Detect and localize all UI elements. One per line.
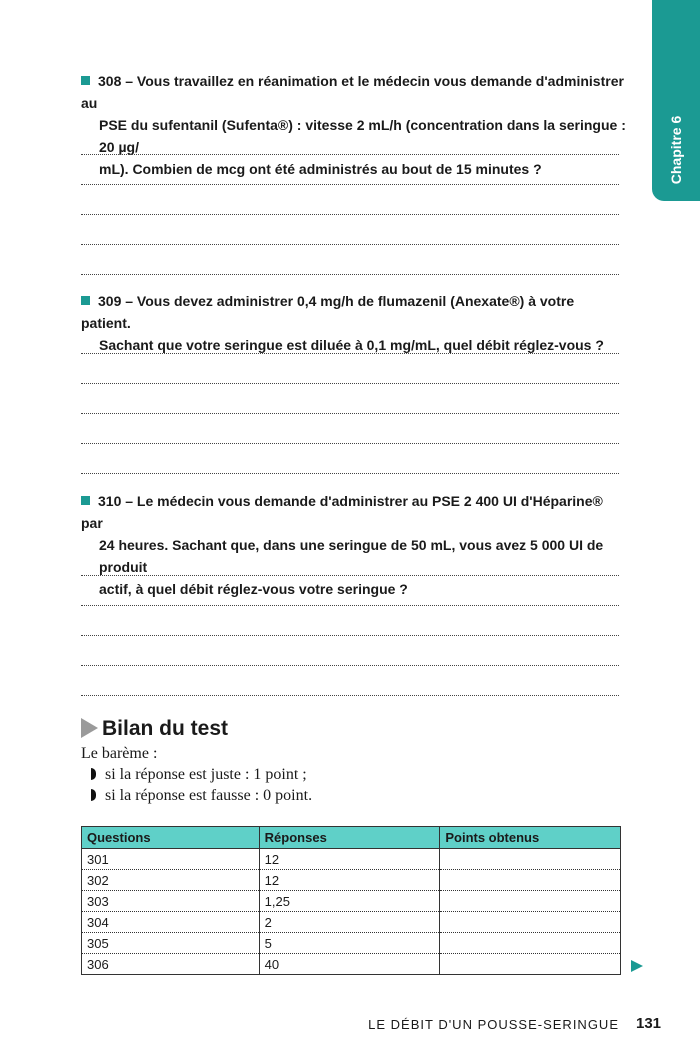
answer-line[interactable]: [81, 413, 619, 414]
scoring-rule-text: si la réponse est juste : 1 point ;: [105, 766, 307, 783]
square-bullet-icon: [81, 296, 90, 305]
question-cell: 305: [82, 933, 260, 954]
table-row: [82, 870, 621, 891]
chapter-tab: [652, 0, 700, 201]
page-number: 131: [636, 1015, 662, 1032]
question-text: 24 heures. Sachant que, dans une seringue de 50 mL, vous avez 5 000 UI de produit: [99, 537, 604, 575]
answer-line[interactable]: [81, 665, 619, 666]
column-header: Points obtenus: [440, 827, 621, 849]
question-cell: 304: [82, 912, 260, 933]
answer-line[interactable]: [81, 353, 619, 354]
answer-line[interactable]: [81, 274, 619, 275]
question-text: 309 – Vous devez administrer 0,4 mg/h de flumazenil (Anexate®) à votre patient.: [81, 293, 575, 331]
section-title-text: Bilan du test: [102, 717, 229, 740]
answer-line[interactable]: [81, 154, 619, 155]
question-cell: 301: [82, 849, 260, 870]
table-row: [82, 849, 621, 870]
square-bullet-icon: [81, 496, 90, 505]
points-cell[interactable]: [440, 849, 621, 870]
points-cell[interactable]: [440, 912, 621, 933]
column-header: Réponses: [259, 827, 440, 849]
scoring-intro: Le barème :: [81, 745, 158, 762]
question-cell: 302: [82, 870, 260, 891]
answer-line[interactable]: [81, 575, 619, 576]
question-308: [81, 70, 626, 180]
table-row: [82, 954, 621, 975]
answer-cell: 5: [259, 933, 440, 954]
answer-line[interactable]: [81, 605, 619, 606]
question-310: [81, 490, 626, 600]
half-circle-bullet-icon: [91, 789, 96, 801]
points-cell[interactable]: [440, 933, 621, 954]
answer-cell: 12: [259, 849, 440, 870]
answer-line[interactable]: [81, 214, 619, 215]
scoring-rule-text: si la réponse est fausse : 0 point.: [105, 787, 313, 804]
scoring-rule: [81, 764, 312, 785]
answer-line[interactable]: [81, 695, 619, 696]
table-header-row: [82, 827, 621, 849]
square-bullet-icon: [81, 76, 90, 85]
points-cell[interactable]: [440, 891, 621, 912]
question-text: PSE du sufentanil (Sufenta®) : vitesse 2 mL/h (concentration dans la seringue : 20 µg/: [99, 117, 626, 155]
running-footer: LE DÉBIT D'UN POUSSE-SERINGUE: [368, 1017, 619, 1032]
chapter-tab-label: Chapitre 6: [668, 115, 684, 185]
question-cell: 306: [82, 954, 260, 975]
question-text: 310 – Le médecin vous demande d'administrer au PSE 2 400 UI d'Héparine® par: [81, 493, 603, 531]
question-cell: 303: [82, 891, 260, 912]
answer-cell: 1,25: [259, 891, 440, 912]
question-text: 308 – Vous travaillez en réanimation et le médecin vous demande d'administrer au: [81, 73, 624, 111]
answer-cell: 2: [259, 912, 440, 933]
continue-arrow-icon: [631, 960, 643, 972]
question-text: Sachant que votre seringue est diluée à 0,1 mg/mL, quel débit réglez-vous ?: [99, 337, 604, 353]
scoring-rule: [81, 785, 312, 806]
results-table: [81, 826, 621, 975]
table-row: [82, 891, 621, 912]
play-arrow-icon: [81, 718, 98, 738]
answer-line[interactable]: [81, 443, 619, 444]
answer-line[interactable]: [81, 383, 619, 384]
answer-line[interactable]: [81, 635, 619, 636]
question-text: actif, à quel débit réglez-vous votre seringue ?: [99, 581, 408, 597]
answer-cell: 12: [259, 870, 440, 891]
column-header: Questions: [82, 827, 260, 849]
points-cell[interactable]: [440, 954, 621, 975]
section-title: [81, 715, 228, 743]
points-cell[interactable]: [440, 870, 621, 891]
scoring-rules: [81, 743, 312, 806]
answer-line[interactable]: [81, 244, 619, 245]
answer-line[interactable]: [81, 473, 619, 474]
question-text: mL). Combien de mcg ont été administrés au bout de 15 minutes ?: [99, 161, 542, 177]
half-circle-bullet-icon: [91, 768, 96, 780]
question-309: [81, 290, 626, 356]
table-row: [82, 933, 621, 954]
answer-line[interactable]: [81, 184, 619, 185]
answer-cell: 40: [259, 954, 440, 975]
table-row: [82, 912, 621, 933]
